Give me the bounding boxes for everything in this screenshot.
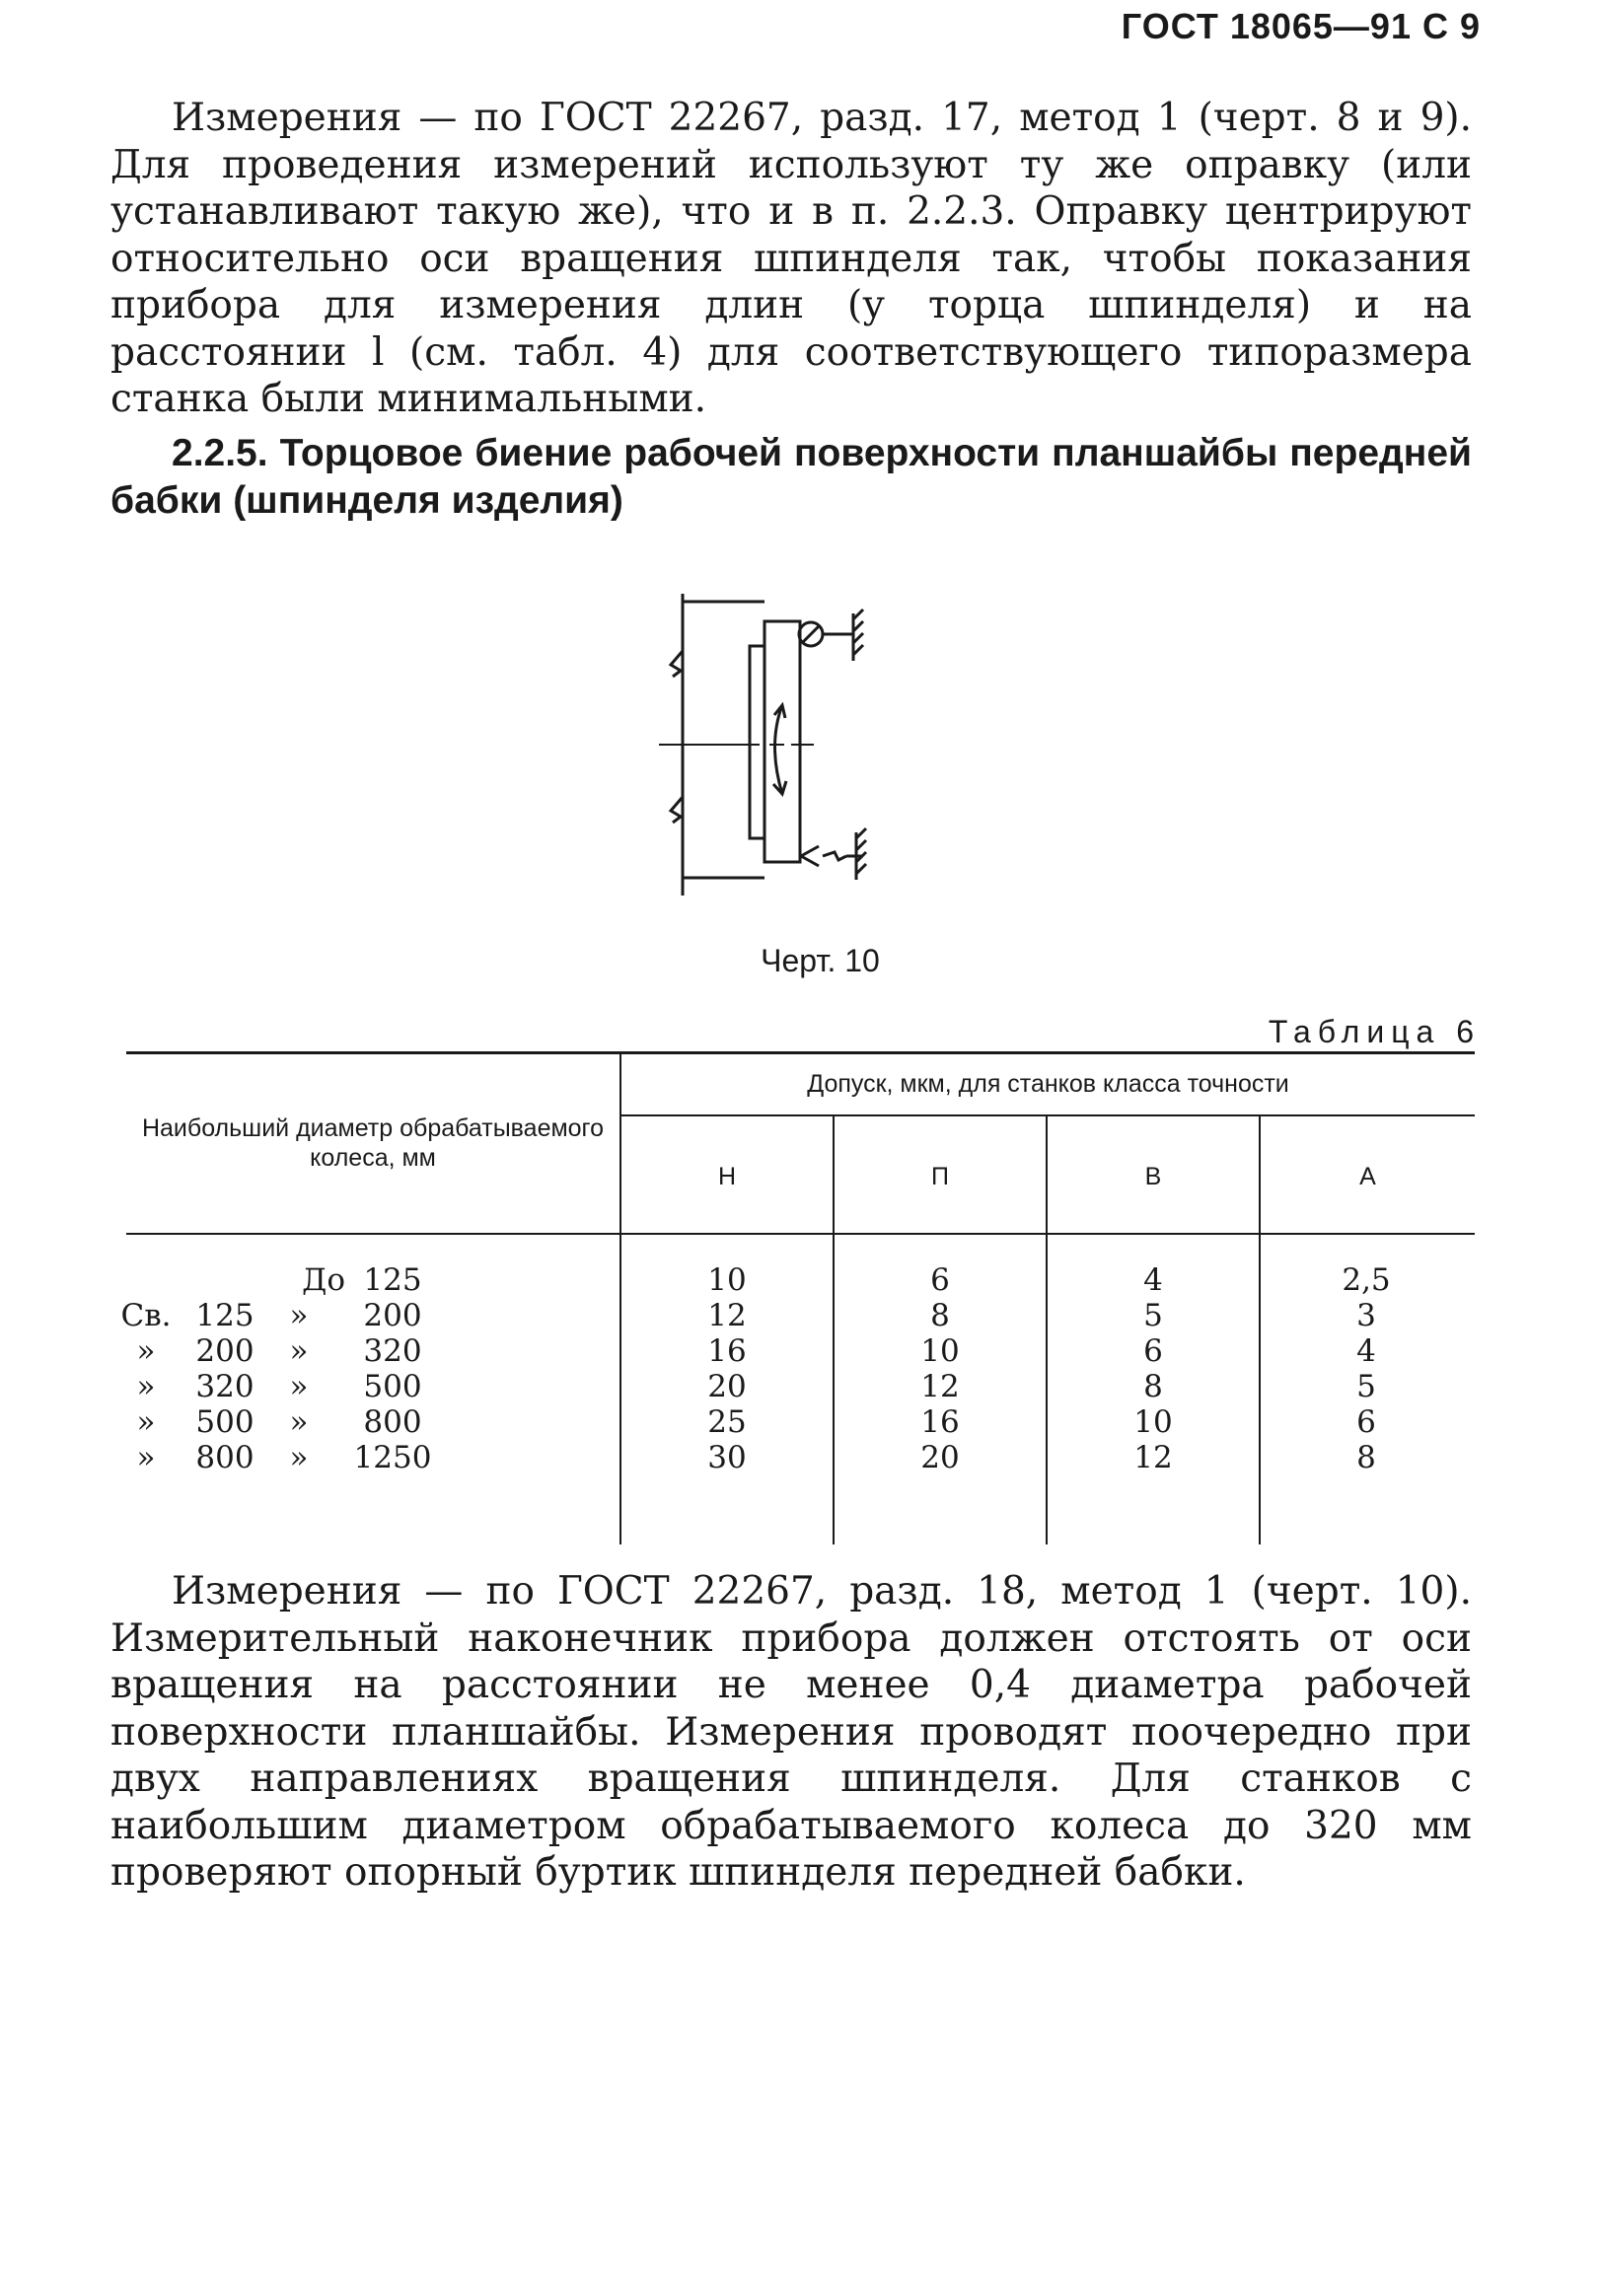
header-class-p: П: [931, 1163, 949, 1190]
header-tolerance-group: Допуск, мкм, для станков класса точности: [807, 1070, 1289, 1098]
paragraph-measurement-procedure: [110, 1568, 1472, 1897]
row-to: 1250: [353, 1440, 432, 1475]
table-cell: 20: [707, 1369, 747, 1404]
table-cell: 6: [930, 1262, 950, 1298]
row-prefix: »: [136, 1333, 156, 1369]
row-from: 125: [195, 1298, 255, 1333]
row-from: 500: [195, 1404, 255, 1440]
ground-symbol-top: [853, 610, 863, 661]
row-prefix: Св.: [120, 1298, 172, 1333]
measuring-probe: [801, 846, 846, 866]
rotation-arrow: [775, 705, 783, 794]
table-cell: 8: [1356, 1440, 1376, 1475]
table-cell: 12: [707, 1298, 747, 1333]
row-range-sep: »: [289, 1298, 309, 1333]
row-to: 500: [363, 1369, 422, 1404]
row-prefix: »: [136, 1404, 156, 1440]
row-to: 125: [363, 1262, 422, 1298]
header-class-n: Н: [717, 1163, 737, 1190]
table-cell: 16: [707, 1333, 747, 1369]
table-cell: 10: [1133, 1404, 1173, 1440]
paragraph-1-text: Измерения — по ГОСТ 22267, разд. 17, метод 1 (черт. 8 и 9). Для проведения измерений используют ту же оправку (или устанавливают такую же), что и в п. 2.2.3. Оправку центрируют относительно оси вращения шпинделя так, чтобы показания прибора для измерения длин (у торца шпинделя) и на расстоянии l (см. табл. 4) для соответствующего типоразмера станка были минимальными.: [110, 96, 1472, 421]
row-from: 800: [195, 1440, 255, 1475]
table-cell: 8: [1143, 1369, 1163, 1404]
tolerance-table: [120, 1051, 1475, 1544]
row-range-sep: »: [289, 1333, 309, 1369]
table-cell: 10: [707, 1262, 747, 1298]
section-number: 2.2.5.: [172, 432, 268, 474]
running-header: ГОСТ 18065—91 С 9: [1121, 6, 1481, 46]
table-cell: 16: [920, 1404, 960, 1440]
row-range-sep: »: [289, 1440, 309, 1475]
table-cell: 4: [1356, 1333, 1376, 1369]
break-line-bottom: [671, 797, 683, 823]
table-cell: 12: [1133, 1440, 1173, 1475]
table-top-rule: [126, 1051, 1475, 1054]
section-heading: [110, 430, 1472, 524]
row-range-sep: »: [289, 1404, 309, 1440]
header-diameter: Наибольший диаметр обрабатываемого колеса, мм: [141, 1114, 605, 1172]
row-prefix: »: [136, 1440, 156, 1475]
table-cell: 30: [707, 1440, 747, 1475]
row-from: 320: [195, 1369, 255, 1404]
row-from: До: [302, 1262, 345, 1298]
row-to: 200: [363, 1298, 422, 1333]
row-prefix: »: [136, 1369, 156, 1404]
table-cell: 6: [1143, 1333, 1163, 1369]
table-cell: 10: [920, 1333, 960, 1369]
table-cell: 6: [1356, 1404, 1376, 1440]
table-cell: 5: [1143, 1298, 1163, 1333]
table-cell: 5: [1356, 1369, 1376, 1404]
header-class-v: В: [1144, 1163, 1162, 1190]
table-cell: 25: [707, 1404, 747, 1440]
row-to: 320: [363, 1333, 422, 1369]
table-cell: 12: [920, 1369, 960, 1404]
spindle-collar: [750, 646, 764, 838]
paragraph-3-text: Измерения — по ГОСТ 22267, разд. 18, метод 1 (черт. 10). Измерительный наконечник прибора должен отстоять от оси вращения на расстоянии не менее 0,4 диаметра рабочей поверхности планшайбы. Измерения проводят поочередно при двух направлениях вращения шпинделя. Для станков с наибольшим диаметром обрабатываемого колеса до 320 мм проверяют опорный буртик шпинделя передней бабки.: [110, 1569, 1472, 1895]
break-line-top: [671, 651, 683, 677]
figure-caption: Черт. 10: [761, 943, 880, 978]
header-bottom-rule: [126, 1233, 1475, 1235]
table-cell: 3: [1356, 1298, 1376, 1333]
header-class-a: А: [1359, 1163, 1376, 1190]
table-cell: 8: [930, 1298, 950, 1333]
faceplate: [764, 621, 800, 862]
table-cell: 20: [920, 1440, 960, 1475]
section-title: Торцовое биение рабочей поверхности планшайбы передней бабки (шпинделя изделия): [110, 432, 1472, 522]
table-cell: 4: [1143, 1262, 1163, 1298]
row-to: 800: [363, 1404, 422, 1440]
row-from: 200: [195, 1333, 255, 1369]
row-range-sep: »: [289, 1369, 309, 1404]
table-cell: 2,5: [1342, 1262, 1391, 1298]
ground-symbol-bottom: [846, 828, 866, 880]
table-label: Таблица 6: [1268, 1014, 1481, 1049]
paragraph-measurement-method: [110, 95, 1472, 423]
figure-runout-diagram: [651, 582, 967, 897]
